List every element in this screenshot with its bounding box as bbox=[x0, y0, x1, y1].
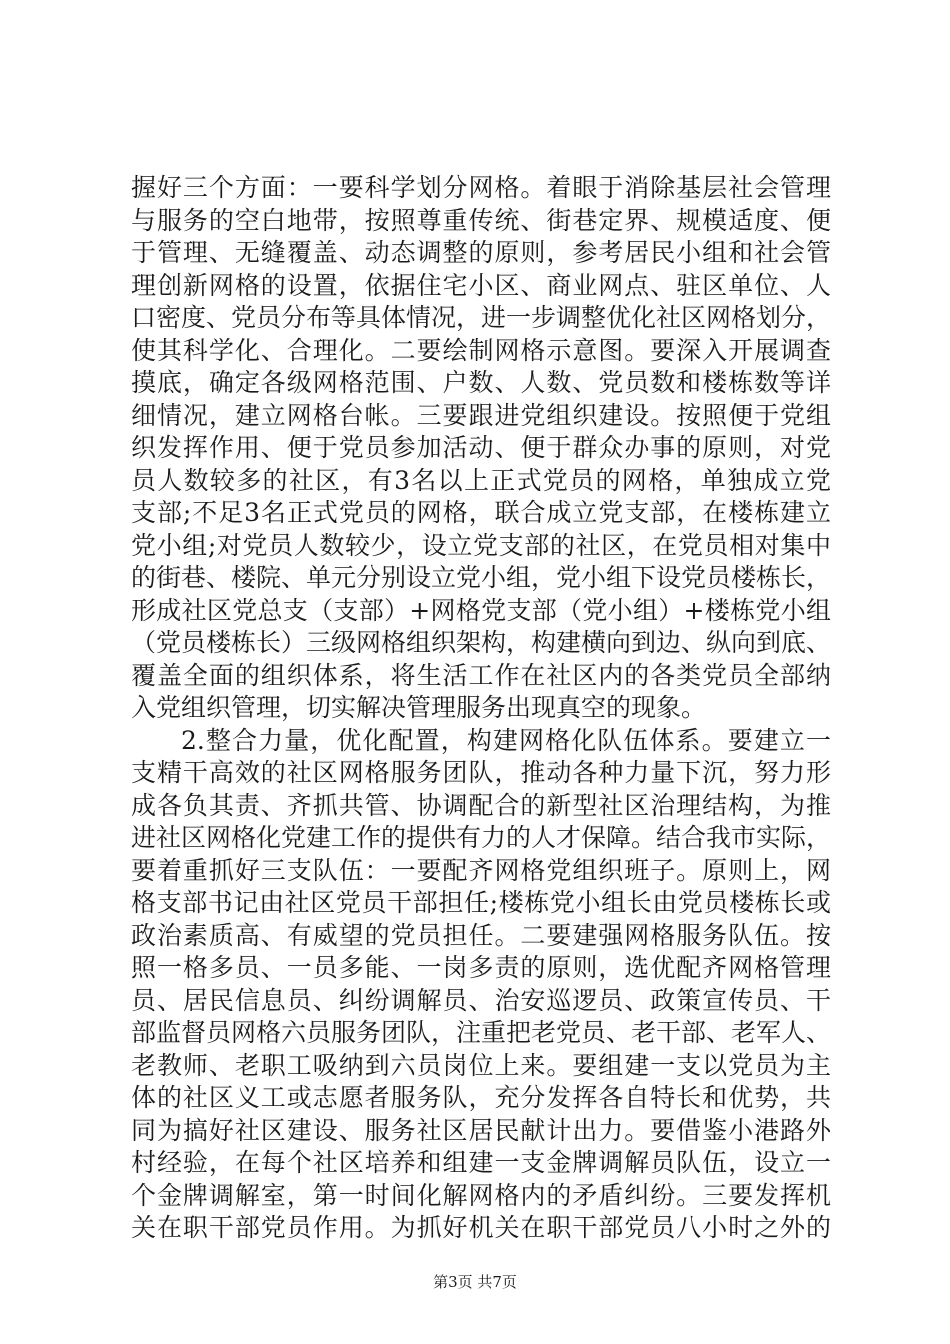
text-line: 关在职干部党员作用。为抓好机关在职干部党员八小时之外的 bbox=[131, 1213, 831, 1242]
text-line: 理创新网格的设置，依据住宅小区、商业网点、驻区单位、人 bbox=[131, 270, 831, 300]
text-line: 与服务的空白地带，按照尊重传统、街巷定界、规模适度、便 bbox=[131, 205, 831, 235]
text-line: 同为搞好社区建设、服务社区居民献计出力。要借鉴小港路外 bbox=[131, 1115, 831, 1145]
text-line: 形成社区党总支（支部）+网格党支部（党小组）+楼栋党小组 bbox=[131, 595, 831, 625]
text-line: 老教师、老职工吸纳到六员岗位上来。要组建一支以党员为主 bbox=[131, 1050, 831, 1080]
text-line: 要着重抓好三支队伍：一要配齐网格党组织班子。原则上，网 bbox=[131, 855, 831, 885]
text-line: 部监督员网格六员服务团队，注重把老党员、老干部、老军人、 bbox=[131, 1018, 832, 1047]
text-line: 于管理、无缝覆盖、动态调整的原则，参考居民小组和社会管 bbox=[131, 238, 831, 267]
text-line: 村经验，在每个社区培养和组建一支金牌调解员队伍，设立一 bbox=[131, 1148, 831, 1177]
text-line: 握好三个方面：一要科学划分网格。着眼于消除基层社会管理 bbox=[131, 173, 831, 202]
text-line: 格支部书记由社区党员干部担任;楼栋党小组长由党员楼栋长或 bbox=[131, 888, 831, 917]
text-line: 支部;不足3名正式党员的网格，联合成立党支部，在楼栋建立 bbox=[131, 498, 831, 527]
section-heading-line: 2.整合力量，优化配置，构建网格化队伍体系。要建立一 bbox=[181, 725, 831, 755]
text-line: 员人数较多的社区，有3名以上正式党员的网格，单独成立党 bbox=[131, 465, 831, 495]
body-text bbox=[131, 172, 831, 1245]
text-line: 成各负其责、齐抓共管、协调配合的新型社区治理结构，为推 bbox=[131, 790, 831, 820]
text-line: 口密度、党员分布等具体情况，进一步调整优化社区网格划分， bbox=[131, 303, 832, 332]
page-footer: 第3页 共7页 bbox=[433, 1273, 517, 1291]
text-line: 摸底，确定各级网格范围、户数、人数、党员数和楼栋数等详 bbox=[131, 368, 831, 397]
text-line: 使其科学化、合理化。二要绘制网格示意图。要深入开展调查 bbox=[131, 335, 831, 365]
text-line: 员、居民信息员、纠纷调解员、治安巡逻员、政策宣传员、干 bbox=[131, 985, 831, 1015]
text-line: 政治素质高、有威望的党员担任。二要建强网格服务队伍。按 bbox=[131, 920, 831, 950]
text-line: 细情况，建立网格台帐。三要跟进党组织建设。按照便于党组 bbox=[131, 400, 831, 430]
text-line: （党员楼栋长）三级网格组织架构，构建横向到边、纵向到底、 bbox=[131, 628, 832, 657]
text-line: 入党组织管理，切实解决管理服务出现真空的现象。 bbox=[131, 693, 707, 722]
text-line: 织发挥作用、便于党员参加活动、便于群众办事的原则，对党 bbox=[131, 433, 831, 462]
text-line: 体的社区义工或志愿者服务队，充分发挥各自特长和优势，共 bbox=[131, 1083, 831, 1112]
text-line: 照一格多员、一员多能、一岗多责的原则，选优配齐网格管理 bbox=[131, 953, 831, 982]
text-line: 支精干高效的社区网格服务团队，推动各种力量下沉，努力形 bbox=[131, 758, 831, 787]
text-line: 党小组;对党员人数较少，设立党支部的社区，在党员相对集中 bbox=[131, 530, 831, 560]
text-line: 覆盖全面的组织体系，将生活工作在社区内的各类党员全部纳 bbox=[131, 660, 831, 690]
text-line: 进社区网格化党建工作的提供有力的人才保障。结合我市实际， bbox=[131, 823, 832, 852]
text-line: 个金牌调解室，第一时间化解网格内的矛盾纠纷。三要发挥机 bbox=[131, 1180, 831, 1210]
text-line: 的街巷、楼院、单元分别设立党小组，党小组下设党员楼栋长， bbox=[131, 563, 832, 592]
